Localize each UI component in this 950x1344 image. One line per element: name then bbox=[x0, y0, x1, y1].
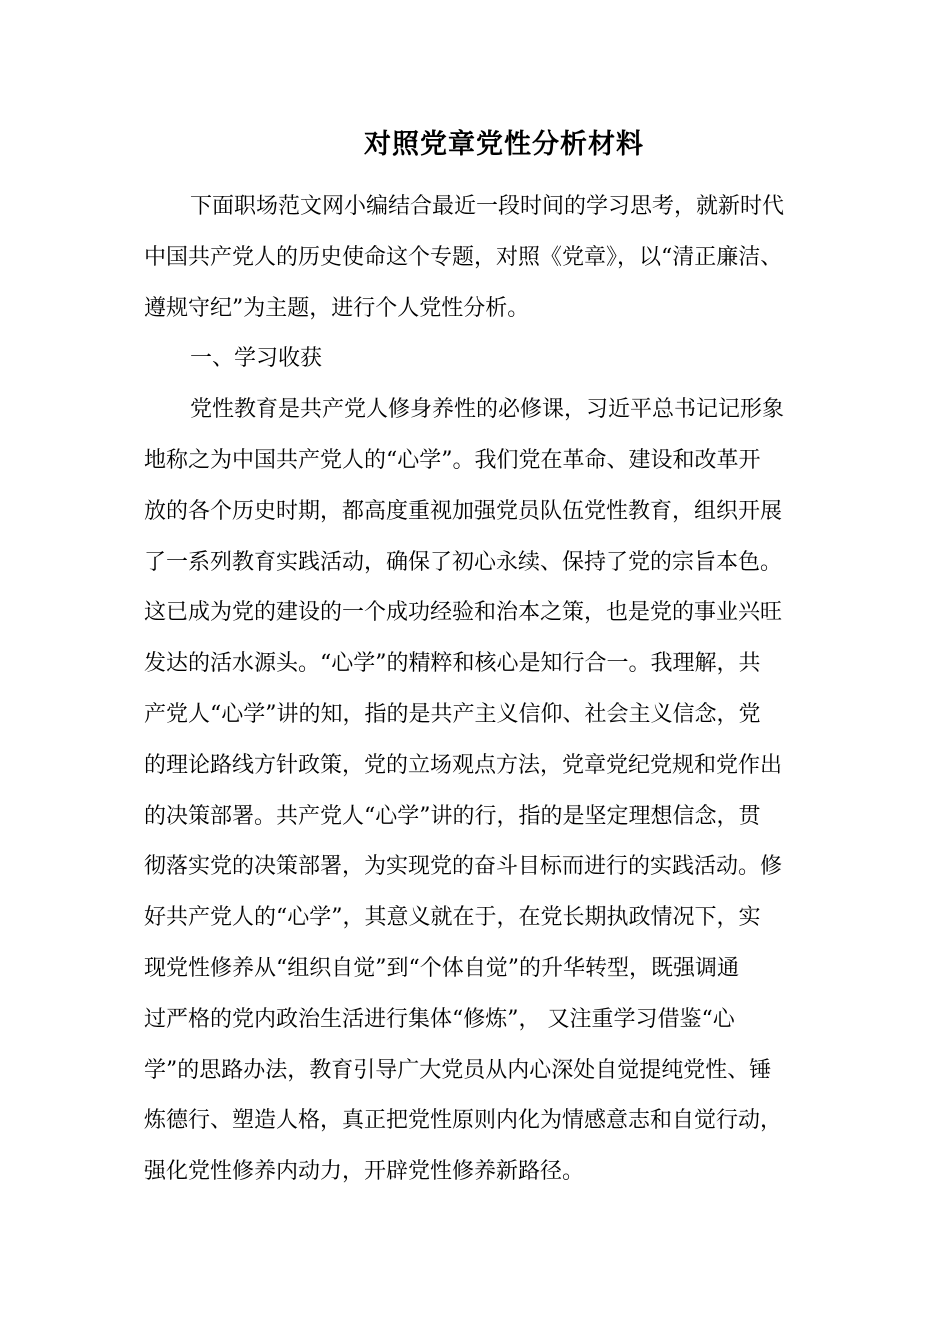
paragraph-intro bbox=[144, 182, 826, 334]
text-line: 的理论路线方针政策，党的立场观点方法，党章党纪党规和党作出 bbox=[144, 752, 783, 778]
section-heading bbox=[144, 334, 826, 385]
heading-line: 一、学习收获 bbox=[190, 346, 323, 372]
text-line: 彻落实党的决策部署，为实现党的奋斗目标而进行的实践活动。修 bbox=[144, 854, 783, 880]
text-line: 好共产党人的“心学”，其意义就在于，在党长期执政情况下，实 bbox=[144, 905, 761, 931]
text-line: 过严格的党内政治生活进行集体“修炼”， 又注重学习借鉴“心 bbox=[144, 1006, 735, 1032]
text-line: 了一系列教育实践活动，确保了初心永续、保持了党的宗旨本色。 bbox=[144, 549, 783, 575]
text-line: 地称之为中国共产党人的“心学”。我们党在革命、建设和改革开 bbox=[144, 447, 761, 473]
text-line: 中国共产党人的历史使命这个专题，对照《党章》，以“清正廉洁、 bbox=[144, 244, 783, 270]
text-line: 放的各个历史时期，都高度重视加强党员队伍党性教育，组织开展 bbox=[144, 498, 783, 524]
text-line: 这已成为党的建设的一个成功经验和治本之策，也是党的事业兴旺 bbox=[144, 600, 783, 626]
text-line: 炼德行、塑造人格，真正把党性原则内化为情感意志和自觉行动， bbox=[144, 1108, 783, 1134]
text-line: 发达的活水源头。“心学”的精粹和核心是知行合一。我理解，共 bbox=[144, 651, 761, 677]
text-line: 的决策部署。共产党人“心学”讲的行，指的是坚定理想信念，贯 bbox=[144, 803, 761, 829]
text-line: 强化党性修养内动力，开辟党性修养新路径。 bbox=[144, 1159, 585, 1185]
text-line: 现党性修养从“组织自觉”到“个体自觉”的升华转型，既强调通 bbox=[144, 955, 739, 981]
text-line: 党性教育是共产党人修身养性的必修课，习近平总书记记形象 bbox=[190, 397, 785, 423]
text-line: 遵规守纪”为主题，进行个人党性分析。 bbox=[144, 295, 530, 321]
text-line: 学”的思路办法，教育引导广大党员从内心深处自觉提纯党性、锤 bbox=[144, 1057, 772, 1083]
document-title: 对照党章党性分析材料 bbox=[364, 129, 644, 160]
paragraph-main bbox=[144, 385, 826, 1198]
text-line: 产党人“心学”讲的知，指的是共产主义信仰、社会主义信念，党 bbox=[144, 701, 761, 727]
document-body bbox=[144, 182, 826, 1198]
text-line: 下面职场范文网小编结合最近一段时间的学习思考，就新时代 bbox=[190, 194, 785, 219]
